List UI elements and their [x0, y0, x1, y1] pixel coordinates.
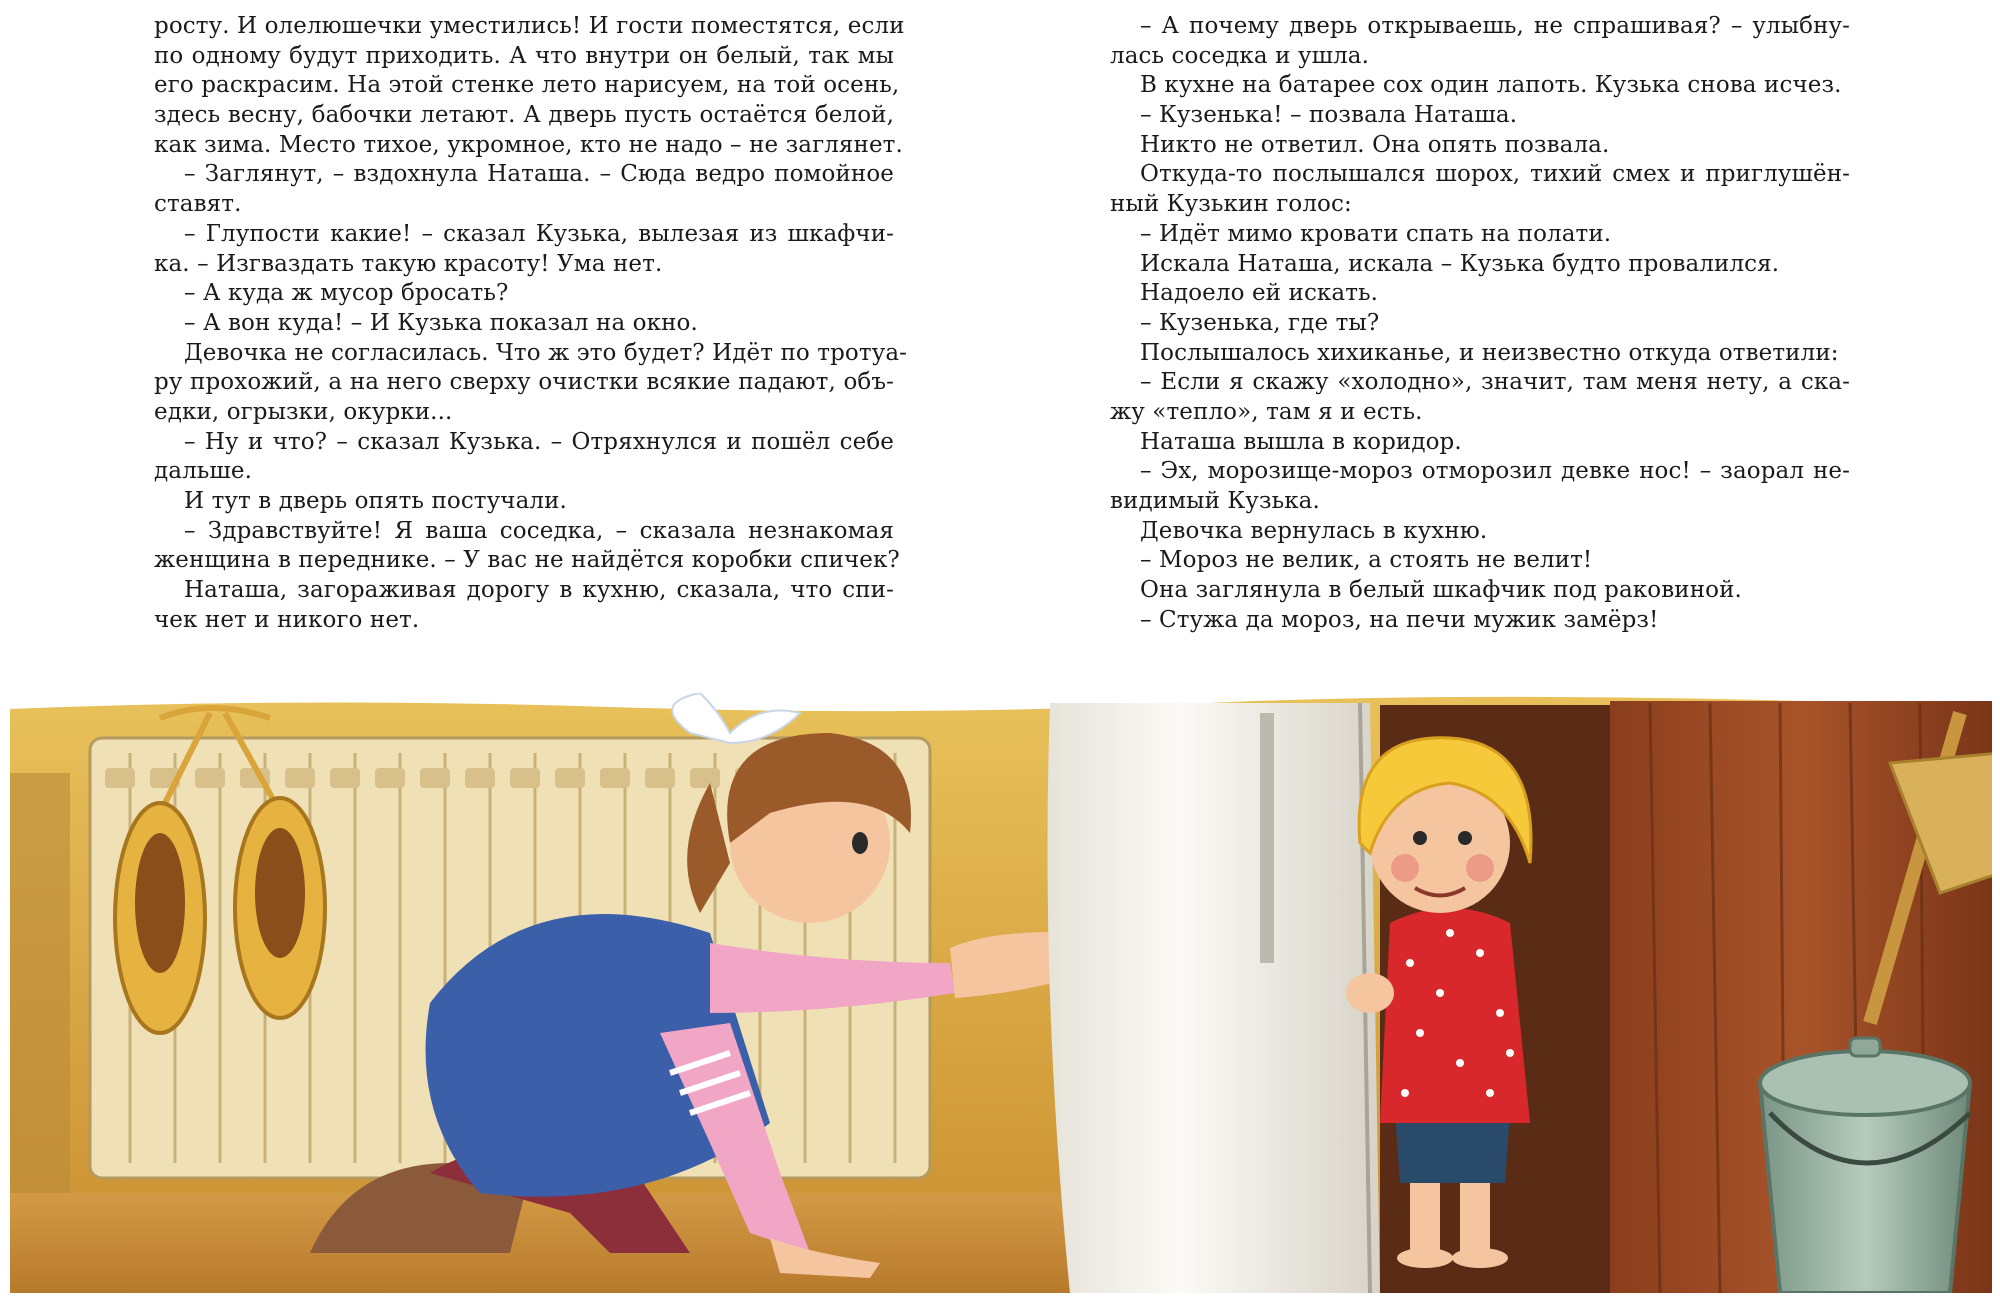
story-illustration	[10, 693, 1992, 1293]
text-line: – Стужа да мороз, на печи мужик замёрз!	[1140, 606, 1659, 633]
text-line: Наташа вышла в коридор.	[1140, 428, 1462, 455]
text-line: – Ну и что? – сказал Кузька. – Отряхнулся и пошёл себе	[184, 428, 894, 455]
text-line: как зима. Место тихое, укромное, кто не надо – не заглянет.	[154, 131, 903, 158]
text-line: видимый Кузька.	[1110, 488, 1320, 514]
text-line: – Если я скажу «холодно», значит, там меня нету, а ска-	[1140, 369, 1850, 396]
text-line: по одному будут приходить. А что внутри он белый, так мы	[154, 42, 894, 69]
text-line: – Идёт мимо кровати спать на полати.	[1140, 220, 1612, 247]
text-line: едки, огрызки, окурки...	[154, 398, 453, 425]
text-line: его раскрасим. На этой стенке лето нарисуем, на той осень,	[154, 72, 900, 99]
text-line: – Эх, морозище-мороз отморозил девке нос! – заорал не-	[1140, 458, 1850, 485]
text-line: – Здравствуйте! Я ваша соседка, – сказала незнакомая	[184, 517, 894, 544]
text-line: лась соседка и ушла.	[1110, 42, 1370, 69]
text-line: – Мороз не велик, а стоять не велит!	[1140, 547, 1593, 574]
bucket-icon	[1760, 1038, 1970, 1293]
text-line: росту. И олелюшечки уместились! И гости поместятся, если	[154, 13, 905, 39]
text-line: Искала Наташа, искала – Кузька будто провалился.	[1140, 250, 1780, 277]
text-line: чек нет и никого нет.	[154, 606, 420, 633]
text-line: – Кузенька! – позвала Наташа.	[1140, 102, 1518, 129]
text-line: Откуда-то послышался шорох, тихий смех и приглушён-	[1140, 161, 1850, 188]
text-line: ный Кузькин голос:	[1110, 191, 1352, 218]
text-line: В кухне на батарее сох один лапоть. Кузька снова исчез.	[1140, 72, 1842, 99]
text-line: – А куда ж мусор бросать?	[184, 280, 509, 307]
text-line: здесь весну, бабочки летают. А дверь пусть остаётся белой,	[154, 102, 894, 129]
text-line: – Заглянут, – вздохнула Наташа. – Сюда ведро помойное	[184, 161, 894, 188]
text-line: Наташа, загораживая дорогу в кухню, сказала, что спи-	[184, 577, 894, 604]
text-line: – А вон куда! – И Кузька показал на окно.	[184, 309, 698, 336]
text-line: ка. – Изгваздать такую красоту! Ума нет.	[154, 250, 663, 277]
text-line: ставят.	[154, 191, 242, 218]
text-line: Девочка вернулась в кухню.	[1140, 517, 1488, 544]
text-line: – А почему дверь открываешь, не спрашивая? – улыбну-	[1140, 13, 1850, 39]
text-line: Девочка не согласилась. Что ж это будет? Идёт по тротуа-	[184, 339, 908, 366]
text-line: Она заглянула в белый шкафчик под раковиной.	[1140, 577, 1742, 604]
text-line: женщина в переднике. – У вас не найдётся коробки спичек?	[154, 547, 900, 574]
text-line: – Глупости какие! – сказал Кузька, вылезая из шкафчи-	[184, 220, 894, 247]
text-line: Послышалось хихиканье, и неизвестно откуда ответили:	[1140, 339, 1839, 366]
text-line: ру прохожий, а на него сверху очистки всякие падают, объ-	[154, 369, 894, 396]
text-column-left	[154, 12, 908, 635]
text-column-right	[1110, 12, 1850, 635]
text-line: жу «тепло», там я и есть.	[1110, 398, 1423, 425]
text-line: дальше.	[154, 458, 253, 485]
text-line: – Кузенька, где ты?	[1140, 309, 1380, 336]
text-line: И тут в дверь опять постучали.	[184, 488, 567, 514]
text-line: Надоело ей искать.	[1140, 280, 1379, 307]
text-line: Никто не ответил. Она опять позвала.	[1140, 131, 1610, 158]
cabinet-door	[1048, 703, 1381, 1293]
